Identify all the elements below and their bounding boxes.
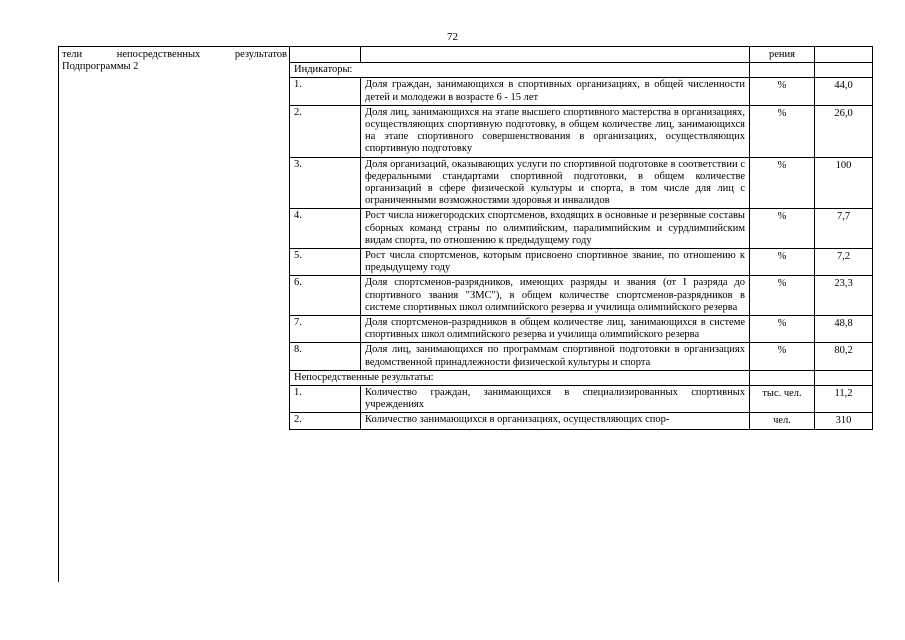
row-value: 23,3 xyxy=(815,276,873,316)
section-title: Непосредственные результаты: xyxy=(290,370,750,385)
table-row xyxy=(290,157,873,209)
row-text: Доля спортсменов-разрядников, имеющих разряды и звания (от I разряда до спортивного звания "ЗМС"), в общем количестве спортсменов-разрядников в системе спортивных школ олимпийского резерва и училища олимпийского резерва xyxy=(361,276,750,316)
row-text: Доля спортсменов-разрядников в общем количестве лиц, занимающихся в системе спортивных школ олимпийского резерва и училища олимпийского резерва xyxy=(361,316,750,343)
row-unit: % xyxy=(750,249,815,276)
row-text: Рост числа нижегородских спортсменов, входящих в основные и резервные составы сборных команд страны по олимпийским, паралимпийским и сурдлимпийским видам спорта, по отношению к предыдущему году xyxy=(361,209,750,249)
row-number: 8. xyxy=(290,343,361,370)
left-column-line2: Подпрограммы 2 xyxy=(62,61,139,72)
row-unit: % xyxy=(750,343,815,370)
section-empty-cell xyxy=(750,370,815,385)
row-value: 44,0 xyxy=(815,78,873,105)
table-row xyxy=(290,413,873,429)
table-row xyxy=(290,209,873,249)
table-row xyxy=(290,386,873,413)
row-text: Доля лиц, занимающихся по программам спортивной подготовки в организациях ведомственной принадлежности физической культуры и спорта xyxy=(361,343,750,370)
row-value: 7,7 xyxy=(815,209,873,249)
header-cell-num xyxy=(290,47,361,63)
indicators-table xyxy=(289,46,873,430)
header-cell-value xyxy=(815,47,873,63)
row-text: Доля лиц, занимающихся на этапе высшего спортивного мастерства в организациях, осуществляющих спортивную подготовку, в общем количестве лиц, занимающихся на этапе спортивного совершенствования в организациях, осуществляющих спортивную подготовку xyxy=(361,105,750,157)
row-number: 1. xyxy=(290,78,361,105)
row-unit: чел. xyxy=(750,413,815,429)
table-row xyxy=(290,343,873,370)
row-unit: тыс. чел. xyxy=(750,386,815,413)
row-number: 6. xyxy=(290,276,361,316)
row-text: Количество граждан, занимающихся в специализированных спортивных учреждениях xyxy=(361,386,750,413)
row-unit: % xyxy=(750,209,815,249)
row-number: 5. xyxy=(290,249,361,276)
row-value: 310 xyxy=(815,413,873,429)
section-empty-cell xyxy=(815,63,873,78)
row-value: 48,8 xyxy=(815,316,873,343)
row-number: 7. xyxy=(290,316,361,343)
table-row xyxy=(290,249,873,276)
left-column-cell xyxy=(58,46,290,582)
section-empty-cell xyxy=(750,63,815,78)
row-unit: % xyxy=(750,157,815,209)
row-value: 100 xyxy=(815,157,873,209)
row-number: 1. xyxy=(290,386,361,413)
table-row xyxy=(290,316,873,343)
row-text: Количество занимающихся в организациях, осуществляющих спор- xyxy=(361,413,750,429)
header-cell-text xyxy=(361,47,750,63)
row-value: 80,2 xyxy=(815,343,873,370)
row-unit: % xyxy=(750,78,815,105)
row-value: 26,0 xyxy=(815,105,873,157)
row-value: 11,2 xyxy=(815,386,873,413)
section-row xyxy=(290,370,873,385)
table-row xyxy=(290,276,873,316)
row-unit: % xyxy=(750,276,815,316)
row-text: Рост числа спортсменов, которым присвоено спортивное звание, по отношению к предыдущему году xyxy=(361,249,750,276)
row-value: 7,2 xyxy=(815,249,873,276)
section-empty-cell xyxy=(815,370,873,385)
row-text: Доля граждан, занимающихся в спортивных организациях, в общей численности детей и молодежи в возрасте 6 - 15 лет xyxy=(361,78,750,105)
table-row xyxy=(290,78,873,105)
header-cell-unit: рения xyxy=(750,47,815,63)
row-number: 4. xyxy=(290,209,361,249)
row-unit: % xyxy=(750,105,815,157)
section-title: Индикаторы: xyxy=(290,63,750,78)
table-header-row xyxy=(290,47,873,63)
section-row xyxy=(290,63,873,78)
page-number: 72 xyxy=(447,31,458,43)
indicators-table-body xyxy=(290,47,873,430)
left-column-line1: тели непосредственных результатов xyxy=(62,49,287,60)
row-text: Доля организаций, оказывающих услуги по спортивной подготовке в соответствии с федеральными стандартами спортивной подготовки, в общем количестве организаций в сфере физической культуры и спорта, в том числе для лиц с ограниченными возможностями здоровья и инвалидов xyxy=(361,157,750,209)
row-unit: % xyxy=(750,316,815,343)
table-row xyxy=(290,105,873,157)
row-number: 2. xyxy=(290,105,361,157)
row-number: 3. xyxy=(290,157,361,209)
row-number: 2. xyxy=(290,413,361,429)
